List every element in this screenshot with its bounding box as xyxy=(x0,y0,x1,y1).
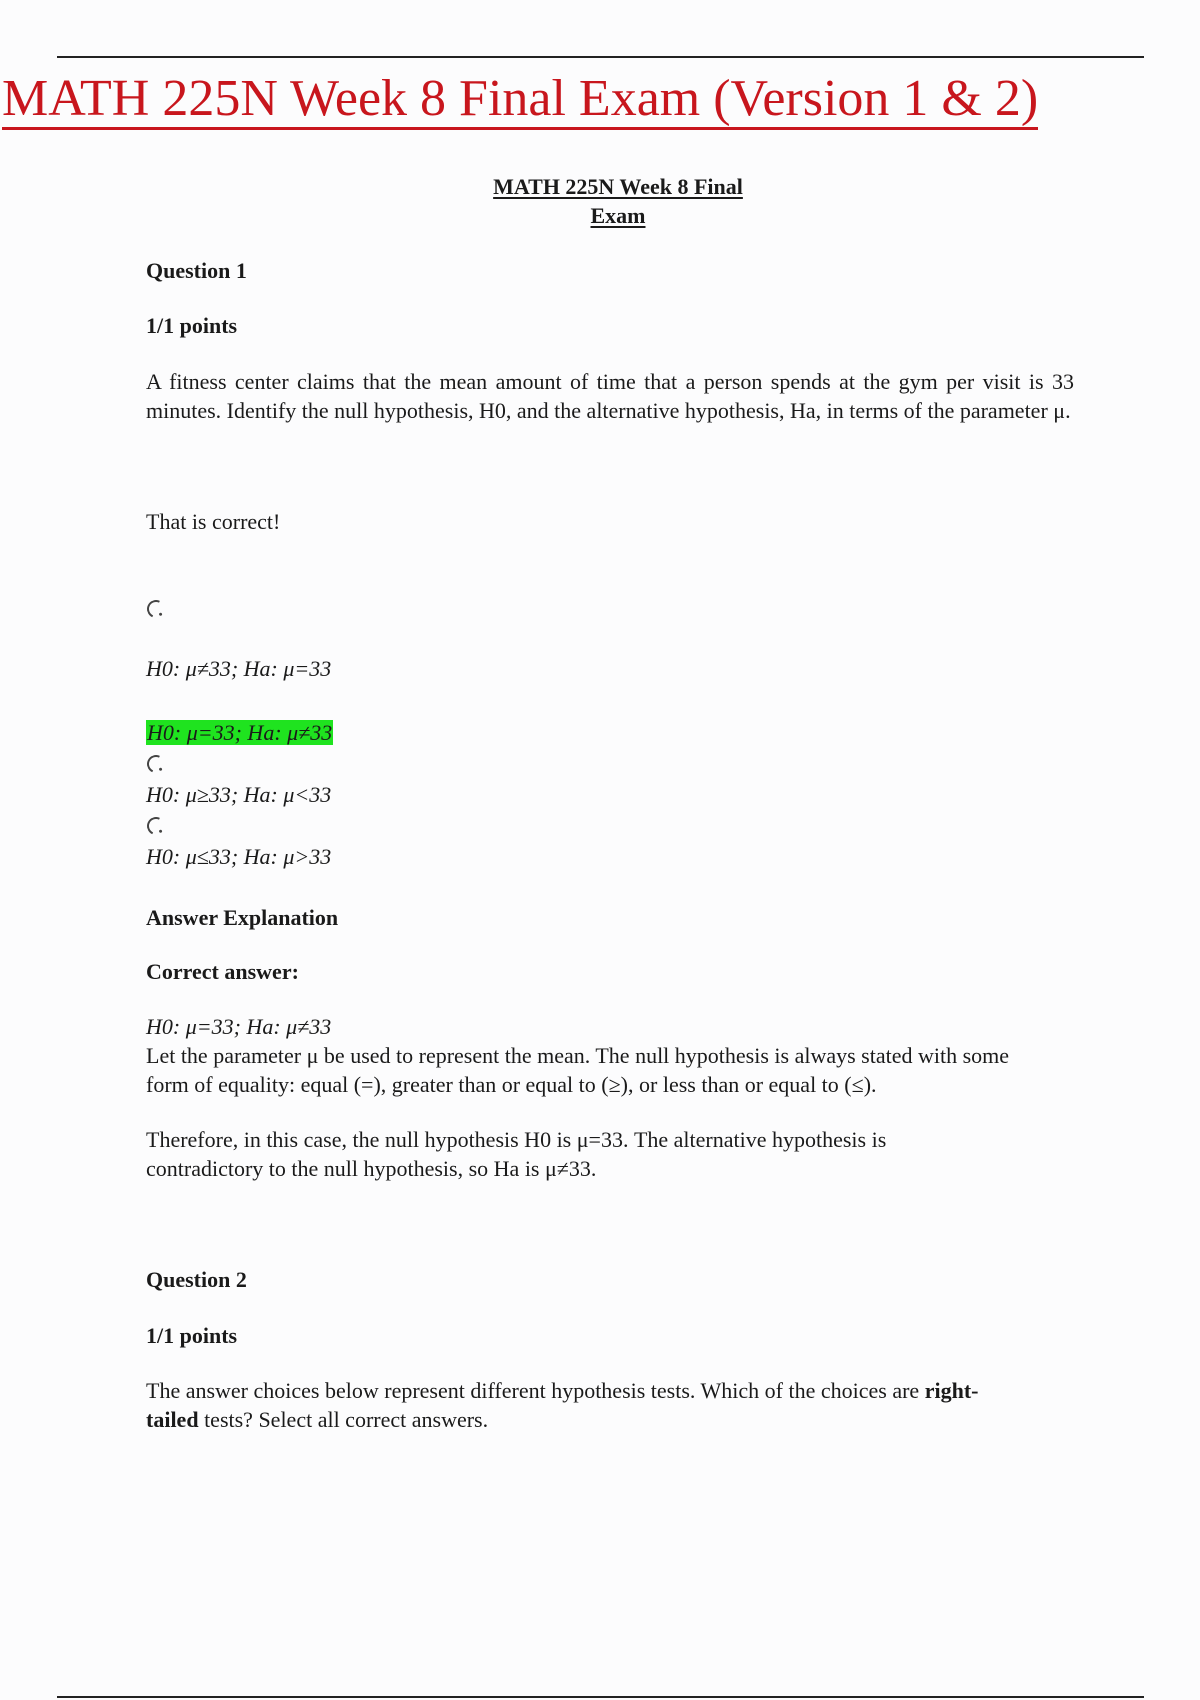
question2-text-emphasis: right- tailed xyxy=(146,1378,979,1432)
question2-label: Question 2 xyxy=(146,1267,247,1292)
explanation-paragraph-2: Therefore, in this case, the null hypothesis H0 is μ=33. The alternative hypothesis is contradictory to the null hypothesis, so Ha is μ≠33. xyxy=(146,1127,887,1181)
exam-heading-line1: MATH 225N Week 8 Final xyxy=(493,174,743,199)
document-title: MATH 225N Week 8 Final Exam (Version 1 & 2) xyxy=(2,70,1038,130)
question1-text: A fitness center claims that the mean amount of time that a person spends at the gym per visit is 33 minutes. Identify the null hypothesis, H0, and the alternative hypothesis, Ha, in terms of the parameter μ. xyxy=(146,369,1074,423)
selected-answer-highlight: H0: μ=33; Ha: μ≠33 xyxy=(147,720,333,745)
question2-text xyxy=(146,1376,1016,1434)
question2-text-part1: The answer choices below represent different hypothesis tests. Which of the choices are xyxy=(146,1378,925,1403)
exam-heading-line2: Exam xyxy=(590,203,646,228)
bottom-rule xyxy=(57,1696,1144,1698)
correct-answer: H0: μ=33; Ha: μ≠33 xyxy=(146,1014,332,1039)
answer-option-4[interactable]: H0: μ≤33; Ha: μ>33 xyxy=(146,844,332,869)
question2-points: 1/1 points xyxy=(146,1323,238,1348)
question1-points: 1/1 points xyxy=(146,313,238,338)
question1-feedback: That is correct! xyxy=(146,509,281,534)
explanation-paragraph-1: Let the parameter μ be used to represent the mean. The null hypothesis is always stated with some form of equality: equal (=), greater than or equal to (≥), or less than or equal to (≤). xyxy=(146,1043,1010,1097)
radio-button-icon[interactable] xyxy=(144,597,167,620)
radio-button-icon[interactable] xyxy=(144,814,167,837)
correct-answer-label: Correct answer: xyxy=(146,959,299,984)
question2-text-part2: tests? Select all correct answers. xyxy=(198,1407,489,1432)
answer-option-3[interactable]: H0: μ≥33; Ha: μ<33 xyxy=(146,782,332,807)
answer-option-1[interactable]: H0: μ≠33; Ha: μ=33 xyxy=(146,656,332,681)
answer-option-2-selected[interactable] xyxy=(146,718,333,747)
exam-heading xyxy=(0,172,1200,230)
top-rule xyxy=(57,56,1144,58)
explanation-heading: Answer Explanation xyxy=(146,905,339,930)
radio-button-icon[interactable] xyxy=(144,752,167,775)
question1-label: Question 1 xyxy=(146,258,247,283)
